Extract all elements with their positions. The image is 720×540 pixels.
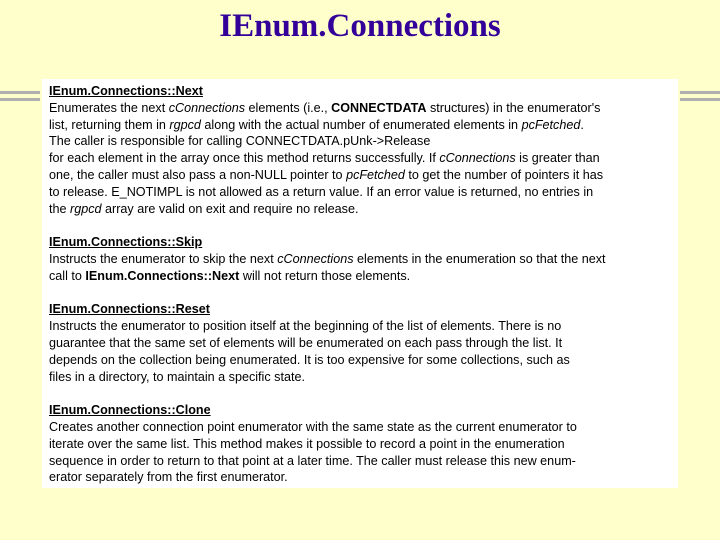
method-name: IEnum.Connections::Clone: [49, 403, 211, 418]
description-line: to release. E_NOTIMPL is not allowed as a return value. If an error value is returned, no entries in: [49, 184, 594, 199]
bold-term: CONNECTDATA: [331, 100, 427, 115]
right-divider-line-top: [680, 91, 720, 94]
description-line: sequence in order to return to that point at a later time. The caller must release this new enum-: [49, 453, 576, 468]
left-divider-line-top: [0, 91, 40, 94]
method-entry: [49, 402, 672, 486]
method-description: [49, 419, 672, 486]
method-name: IEnum.Connections::Reset: [49, 302, 210, 317]
method-name: IEnum.Connections::Skip: [49, 235, 203, 250]
method-entry: [49, 301, 672, 385]
method-entry: [49, 234, 672, 284]
italic-term: cConnections: [439, 151, 516, 166]
italic-term: pcFetched: [521, 117, 581, 132]
left-divider-line-bottom: [0, 98, 40, 101]
method-descriptions-panel: [42, 79, 678, 488]
bold-term: IEnum.Connections::Next: [85, 268, 240, 283]
description-line: iterate over the same list. This method makes it possible to record a point in the enumeration: [49, 436, 565, 451]
method-entry: [49, 83, 672, 217]
description-line: depends on the collection being enumerated. It is too expensive for some collections, such as: [49, 352, 570, 367]
description-line: for each element in the array once this method returns successfully. If cConnections is greater than: [49, 151, 600, 166]
italic-term: rgpcd: [70, 201, 102, 216]
slide-title: IEnum.Connections: [219, 8, 501, 44]
description-line: one, the caller must also pass a non-NULL pointer to pcFetched to get the number of pointers it has: [49, 167, 603, 182]
description-line: Enumerates the next cConnections elements (i.e., CONNECTDATA structures) in the enumerator's: [49, 100, 601, 115]
method-name: IEnum.Connections::Next: [49, 84, 203, 98]
description-line: the rgpcd array are valid on exit and require no release.: [49, 201, 359, 216]
description-line: call to IEnum.Connections::Next will not return those elements.: [49, 268, 411, 283]
method-description: [49, 100, 672, 218]
right-divider-line-bottom: [680, 98, 720, 101]
italic-term: cConnections: [277, 251, 354, 266]
italic-term: rgpcd: [169, 117, 201, 132]
method-description: [49, 251, 672, 285]
description-line: files in a directory, to maintain a specific state.: [49, 369, 305, 384]
description-line: The caller is responsible for calling CONNECTDATA.pUnk->Release: [49, 134, 431, 149]
description-line: erator separately from the first enumerator.: [49, 470, 288, 485]
description-line: Instructs the enumerator to skip the next cConnections elements in the enumeration so that the next: [49, 251, 606, 266]
description-line: Instructs the enumerator to position itself at the beginning of the list of elements. There is no: [49, 319, 562, 334]
method-description: [49, 318, 672, 385]
italic-term: cConnections: [168, 100, 246, 115]
description-line: Creates another connection point enumerator with the same state as the current enumerator to: [49, 419, 577, 434]
description-line: list, returning them in rgpcd along with the actual number of enumerated elements in pcFetched.: [49, 117, 584, 132]
italic-term: pcFetched: [346, 167, 405, 182]
description-line: guarantee that the same set of elements will be enumerated on each pass through the list. It: [49, 335, 563, 350]
